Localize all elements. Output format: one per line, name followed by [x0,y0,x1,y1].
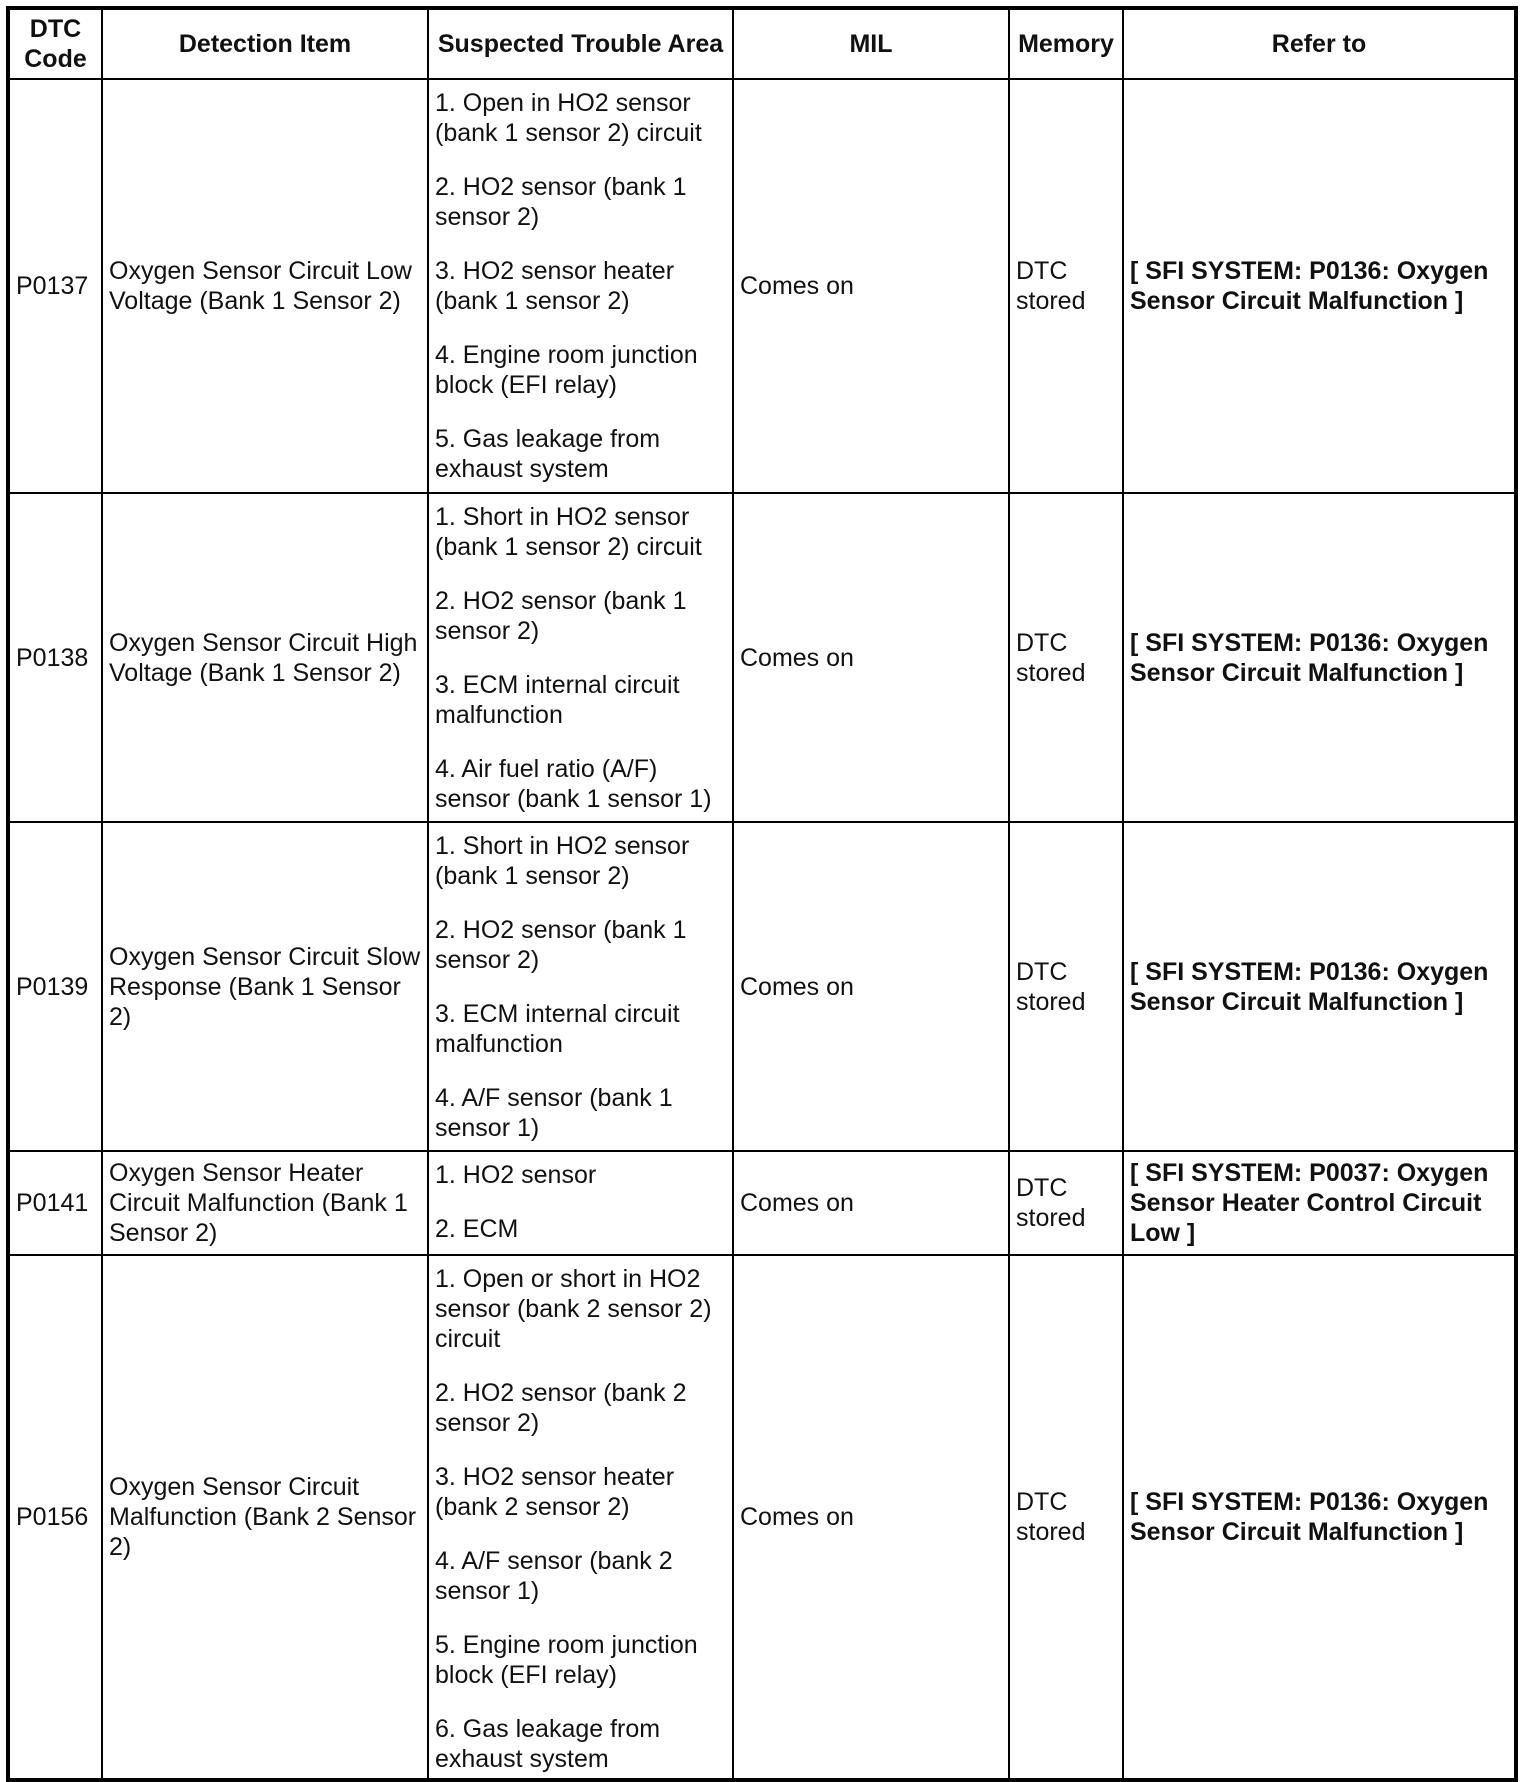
trouble-area-item: 2. HO2 sensor (bank 1 sensor 2) [435,916,687,974]
header-suspected-trouble-area: Suspected Trouble Area [428,8,733,79]
header-mil: MIL [733,8,1009,79]
trouble-area-item: 2. HO2 sensor (bank 1 sensor 2) [435,587,687,645]
trouble-area-item: 4. Air fuel ratio (A/F) sensor (bank 1 sensor 1) [435,755,712,813]
refer-to-link[interactable]: [ SFI SYSTEM: P0136: Oxygen Sensor Circuit Malfunction ] [1123,822,1516,1151]
table-row [8,79,1516,493]
trouble-area-cell [428,79,733,493]
table-row [8,1255,1516,1780]
trouble-area-item: 1. Open in HO2 sensor (bank 1 sensor 2) circuit [435,89,702,147]
header-memory: Memory [1009,8,1123,79]
header-dtc-code: DTC Code [8,8,102,79]
trouble-area-item: 2. HO2 sensor (bank 2 sensor 2) [435,1379,687,1437]
trouble-area-item: 3. HO2 sensor heater (bank 1 sensor 2) [435,257,675,315]
trouble-area-cell [428,1151,733,1255]
header-refer-to: Refer to [1123,8,1516,79]
table-header [8,8,1516,79]
trouble-area-item: 3. ECM internal circuit malfunction [435,671,680,729]
dtc-code-cell: P0156 [8,1255,102,1780]
header-row [8,8,1516,79]
trouble-area-cell [428,822,733,1151]
table-row [8,1151,1516,1255]
refer-to-link[interactable]: [ SFI SYSTEM: P0136: Oxygen Sensor Circuit Malfunction ] [1123,79,1516,493]
mil-cell: Comes on [733,1151,1009,1255]
trouble-area-item: 1. Open or short in HO2 sensor (bank 2 sensor 2) circuit [435,1265,712,1353]
dtc-code-cell: P0137 [8,79,102,493]
detection-item-cell: Oxygen Sensor Circuit Low Voltage (Bank 1 Sensor 2) [102,79,428,493]
memory-cell: DTC stored [1009,79,1123,493]
trouble-area-item: 4. A/F sensor (bank 2 sensor 1) [435,1547,673,1605]
table-body [8,79,1516,1780]
trouble-area-item: 2. HO2 sensor (bank 1 sensor 2) [435,173,687,231]
detection-item-cell: Oxygen Sensor Circuit High Voltage (Bank 1 Sensor 2) [102,493,428,822]
trouble-area-item: 2. ECM [435,1215,519,1243]
mil-cell: Comes on [733,1255,1009,1780]
detection-item-cell: Oxygen Sensor Heater Circuit Malfunction (Bank 1 Sensor 2) [102,1151,428,1255]
mil-cell: Comes on [733,79,1009,493]
trouble-area-item: 1. HO2 sensor [435,1161,597,1189]
dtc-code-cell: P0141 [8,1151,102,1255]
trouble-area-item: 6. Gas leakage from exhaust system [435,1715,661,1773]
memory-cell: DTC stored [1009,1151,1123,1255]
memory-cell: DTC stored [1009,1255,1123,1780]
trouble-area-cell [428,1255,733,1780]
trouble-area-item: 4. Engine room junction block (EFI relay) [435,341,698,399]
refer-to-link[interactable]: [ SFI SYSTEM: P0037: Oxygen Sensor Heater Control Circuit Low ] [1123,1151,1516,1255]
trouble-area-item: 3. ECM internal circuit malfunction [435,1000,680,1058]
mil-cell: Comes on [733,493,1009,822]
trouble-area-cell [428,493,733,822]
memory-cell: DTC stored [1009,822,1123,1151]
dtc-table [6,6,1518,1782]
table-row [8,822,1516,1151]
mil-cell: Comes on [733,822,1009,1151]
header-detection-item: Detection Item [102,8,428,79]
dtc-code-cell: P0139 [8,822,102,1151]
table-row [8,493,1516,822]
trouble-area-item: 4. A/F sensor (bank 1 sensor 1) [435,1084,673,1142]
trouble-area-item: 5. Engine room junction block (EFI relay) [435,1631,698,1689]
refer-to-link[interactable]: [ SFI SYSTEM: P0136: Oxygen Sensor Circuit Malfunction ] [1123,493,1516,822]
trouble-area-item: 1. Short in HO2 sensor (bank 1 sensor 2) [435,832,690,890]
detection-item-cell: Oxygen Sensor Circuit Malfunction (Bank 2 Sensor 2) [102,1255,428,1780]
dtc-code-cell: P0138 [8,493,102,822]
refer-to-link[interactable]: [ SFI SYSTEM: P0136: Oxygen Sensor Circuit Malfunction ] [1123,1255,1516,1780]
detection-item-cell: Oxygen Sensor Circuit Slow Response (Bank 1 Sensor 2) [102,822,428,1151]
trouble-area-item: 5. Gas leakage from exhaust system [435,425,661,483]
trouble-area-item: 1. Short in HO2 sensor (bank 1 sensor 2) circuit [435,503,702,561]
memory-cell: DTC stored [1009,493,1123,822]
trouble-area-item: 3. HO2 sensor heater (bank 2 sensor 2) [435,1463,675,1521]
